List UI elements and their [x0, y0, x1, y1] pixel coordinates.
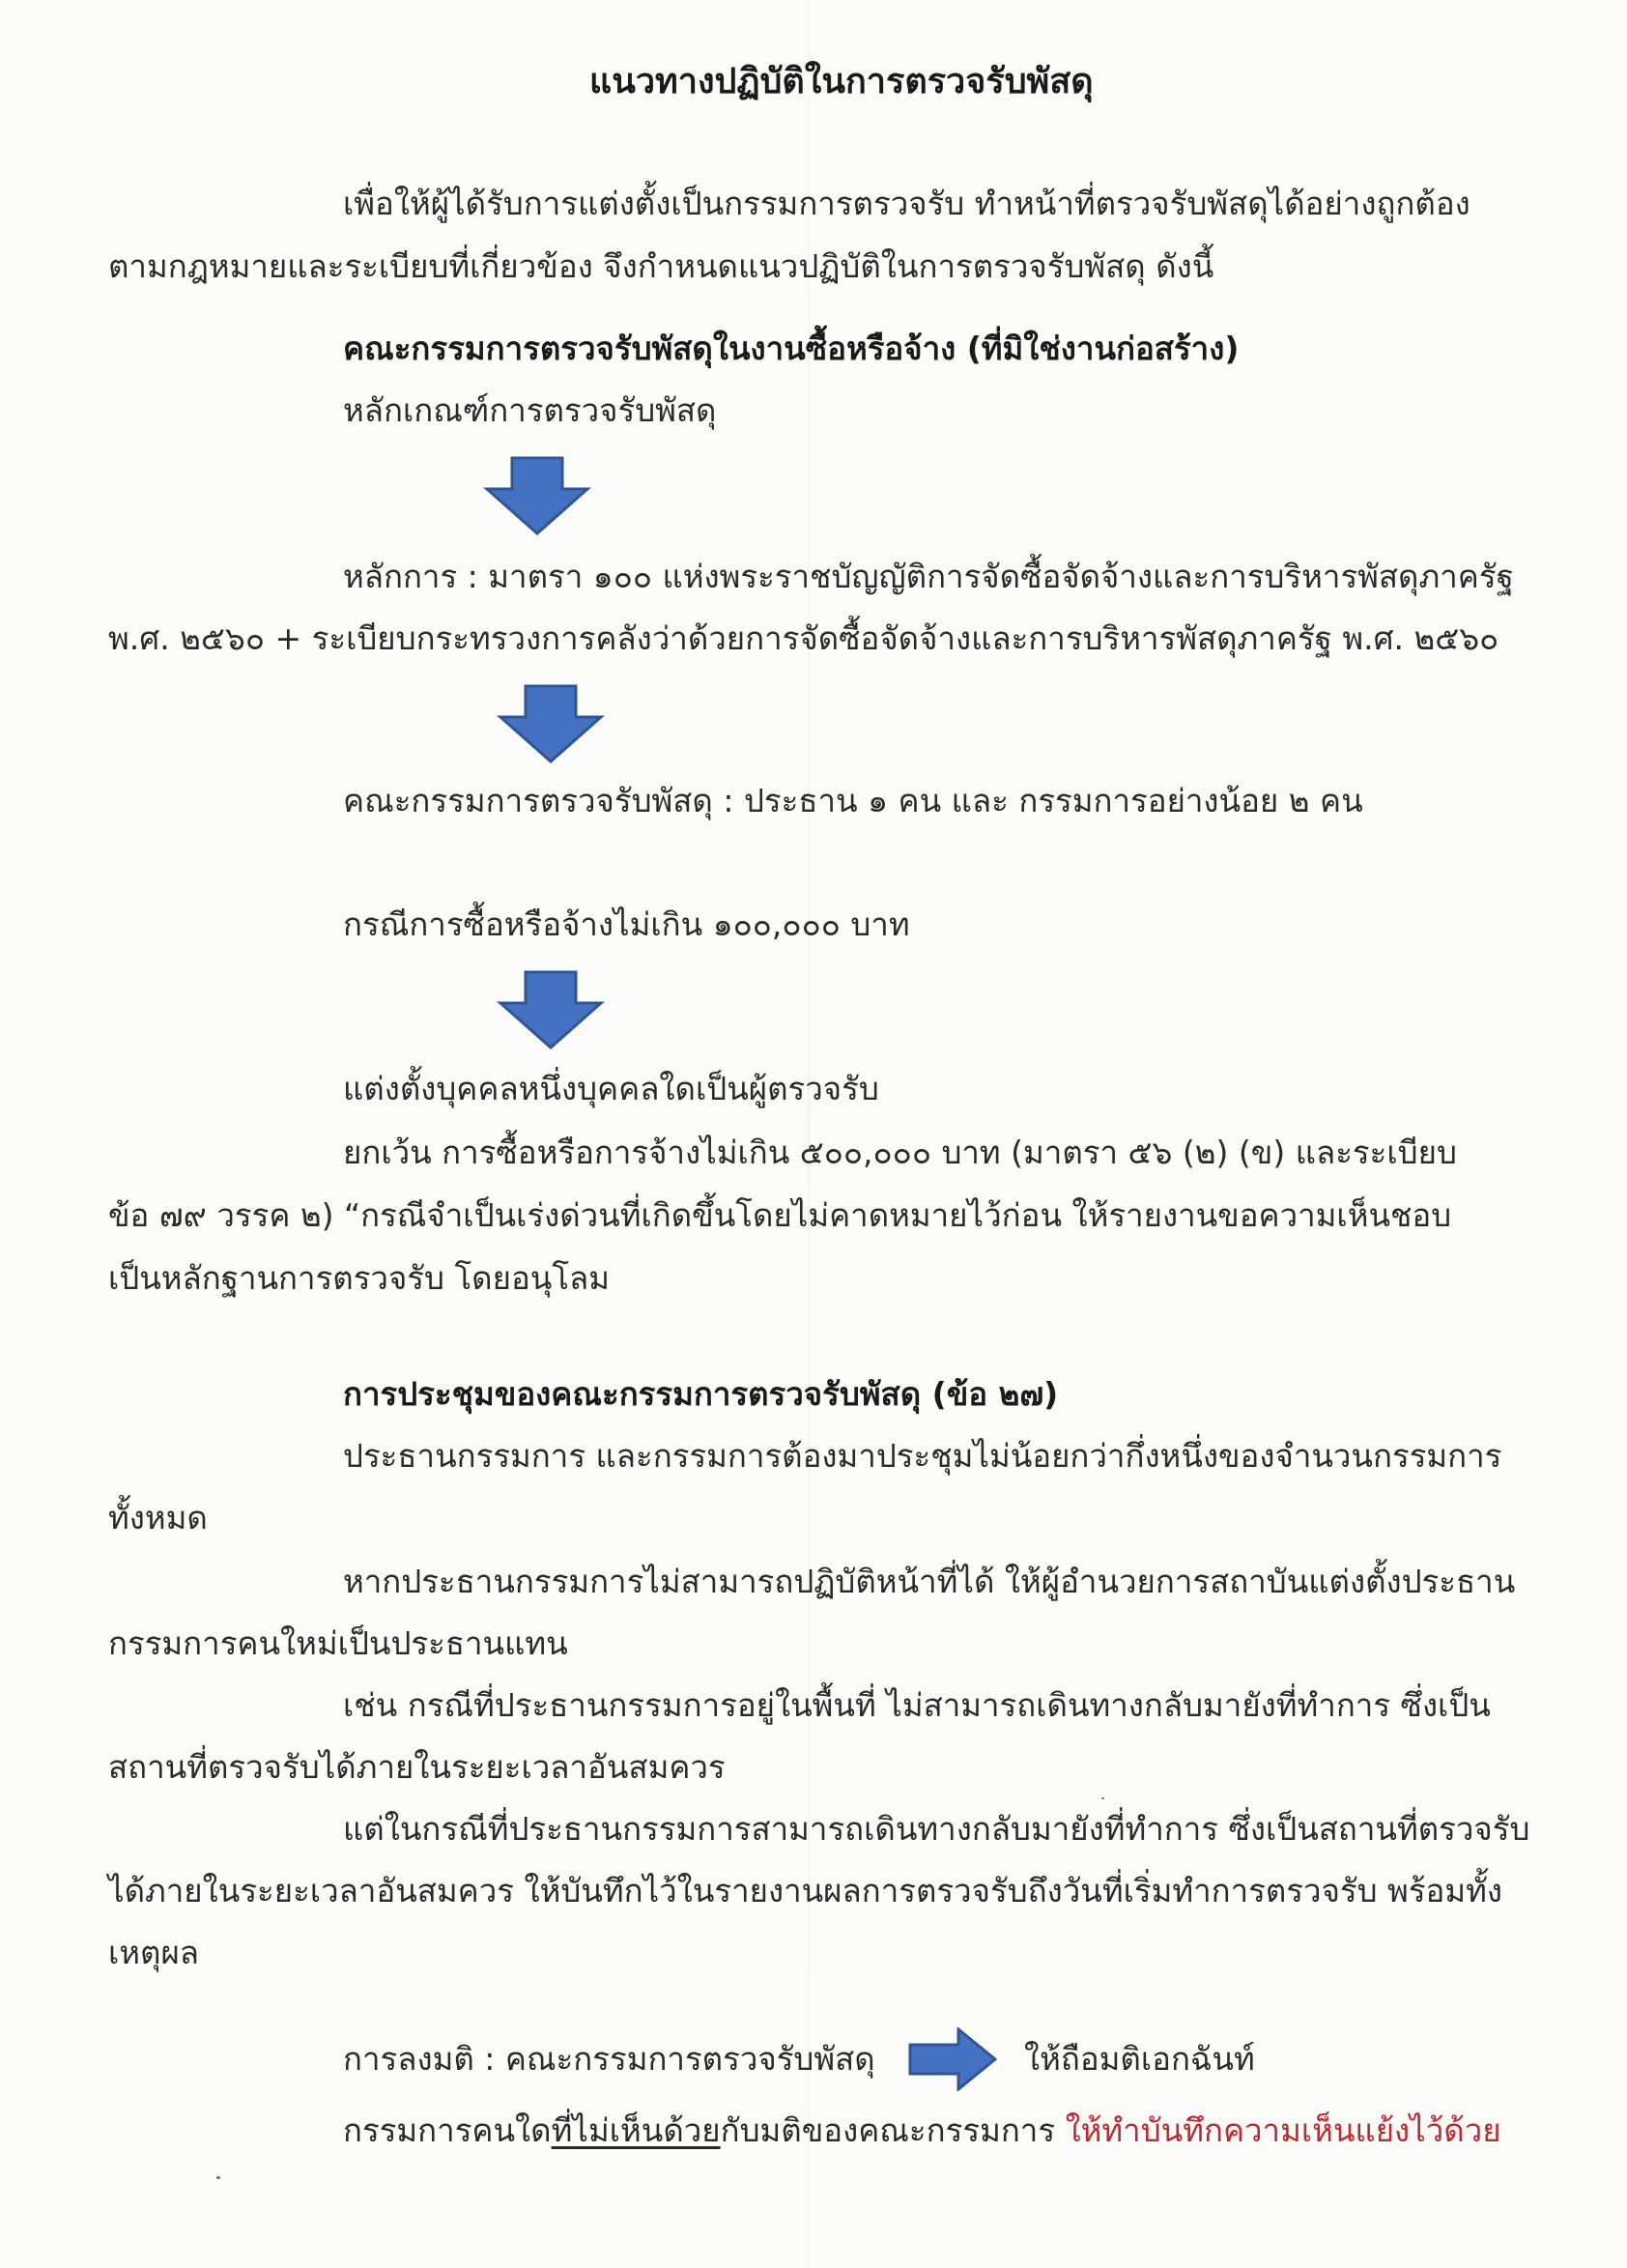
meeting-p1-line-2: ทั้งหมด	[108, 1499, 208, 1536]
dissent-text-a: กรรมการคนใด	[343, 2111, 552, 2149]
right-arrow-icon	[908, 2027, 997, 2091]
meeting-p4-line-2: ได้ภายในระยะเวลาอันสมควร ให้บันทึกไว้ในรายงานผลการตรวจรับถึงวันที่เริ่มทำการตรวจรับ พร้อมทั้ง	[108, 1872, 1502, 1909]
down-arrow-icon	[497, 684, 605, 765]
dissent-disagree: ไม่เห็นด้วย	[572, 2111, 721, 2149]
exception-line-2: ข้อ ๗๙ วรรค ๒) “กรณีจำเป็นเร่งด่วนที่เกิดขึ้นโดยไม่คาดหมายไว้ก่อน ให้รายงานขอความเห็นชอบ	[108, 1196, 1452, 1234]
committee-members: คณะกรรมการตรวจรับพัสดุ : ประธาน ๑ คน และ กรรมการอย่างน้อย ๒ คน	[343, 782, 1363, 819]
small-purchase-case: กรณีการซื้อหรือจ้างไม่เกิน ๑๐๐,๐๐๐ บาท	[343, 905, 910, 943]
vote-result: ให้ถือมติเอกฉันท์	[1024, 2040, 1255, 2078]
meeting-p4-line-1: แต่ในกรณีที่ประธานกรรมการสามารถเดินทางกลับมายังที่ทำการ ซึ่งเป็นสถานที่ตรวจรับ	[343, 1810, 1530, 1848]
meeting-p4-line-3: เหตุผล	[108, 1934, 200, 1971]
meeting-p2-line-2: กรรมการคนใหม่เป็นประธานแทน	[108, 1624, 568, 1662]
page-title: แนวทางปฏิบัติในการตรวจรับพัสดุ	[589, 62, 1094, 101]
exception-line-1: ยกเว้น การซื้อหรือการจ้างไม่เกิน ๕๐๐,๐๐๐ บาท (มาตรา ๕๖ (๒) (ข) และระเบียบ	[343, 1134, 1457, 1171]
principle-line-1: หลักการ : มาตรา ๑๐๐ แห่งพระราชบัญญัติการจัดซื้อจัดจ้างและการบริหารพัสดุภาครัฐ	[343, 558, 1514, 595]
scan-speck	[216, 2176, 220, 2179]
dissent-record-instruction: ให้ทำบันทึกความเห็นแย้งไว้ด้วย	[1065, 2111, 1501, 2149]
dissent-text-b: ที่	[551, 2111, 573, 2149]
criteria-label: หลักเกณฑ์การตรวจรับพัสดุ	[343, 391, 717, 429]
scan-speck	[1101, 1797, 1104, 1799]
intro-line-2: ตามกฎหมายและระเบียบที่เกี่ยวข้อง จึงกำหนดแนวปฏิบัติในการตรวจรับพัสดุ ดังนี้	[108, 247, 1214, 285]
meeting-p3-line-2: สถานที่ตรวจรับได้ภายในระยะเวลาอันสมควร	[108, 1748, 726, 1786]
dissent-note	[343, 2110, 1501, 2151]
vote-label: การลงมติ : คณะกรรมการตรวจรับพัสดุ	[343, 2040, 875, 2078]
exception-line-3: เป็นหลักฐานการตรวจรับ โดยอนุโลม	[108, 1259, 611, 1297]
dissent-text-d: กับมติของคณะกรรมการ	[720, 2111, 1066, 2149]
principle-line-2: พ.ศ. ๒๕๖๐ + ระเบียบกระทรวงการคลังว่าด้วยการจัดซื้อจัดจ้างและการบริหารพัสดุภาครัฐ พ.ศ. ๒๕๖๐	[108, 619, 1499, 657]
appoint-inspector: แต่งตั้งบุคคลหนึ่งบุคคลใดเป็นผู้ตรวจรับ	[343, 1070, 879, 1107]
down-arrow-icon	[497, 970, 605, 1051]
meeting-heading: การประชุมของคณะกรรมการตรวจรับพัสดุ (ข้อ ๒๗)	[343, 1375, 1059, 1413]
meeting-p2-line-1: หากประธานกรรมการไม่สามารถปฏิบัติหน้าที่ได้ ให้ผู้อำนวยการสถาบันแต่งตั้งประธาน	[343, 1563, 1516, 1600]
meeting-p3-line-1: เช่น กรณีที่ประธานกรรมการอยู่ในพื้นที่ ไม่สามารถเดินทางกลับมายังที่ทำการ ซึ่งเป็น	[343, 1686, 1491, 1724]
committee-heading: คณะกรรมการตรวจรับพัสดุในงานซื้อหรือจ้าง (ที่มิใช่งานก่อสร้าง)	[343, 330, 1240, 367]
meeting-p1-line-1: ประธานกรรมการ และกรรมการต้องมาประชุมไม่น้อยกว่ากึ่งหนึ่งของจำนวนกรรมการ	[343, 1437, 1502, 1475]
down-arrow-icon	[483, 456, 591, 537]
intro-line-1: เพื่อให้ผู้ได้รับการแต่งตั้งเป็นกรรมการตรวจรับ ทำหน้าที่ตรวจรับพัสดุได้อย่างถูกต้อง	[343, 185, 1470, 222]
